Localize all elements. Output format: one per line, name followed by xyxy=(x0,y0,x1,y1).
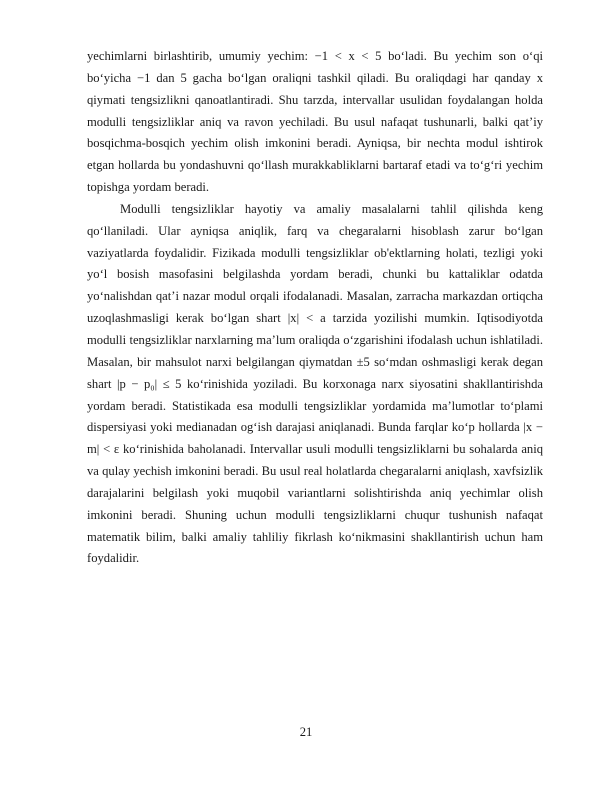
page-number: 21 xyxy=(299,725,313,739)
paragraph-applications: Modulli tengsizliklar hayotiy va amaliy masalalarni tahlil qilishda keng qo‘llaniladi. Ular ayniqsa aniqlik, farq va chegaralarni hisoblash zarur bo‘lgan vaziyatlarda foydalidir. Fizikada modulli tengsizliklar ob'ektlarning holati, tezligi yoki yo‘l bosish masofasini belgilashda yordam beradi, chunki bu kattaliklar odatda yo‘nalishdan qat’i nazar modul orqali ifodalanadi. Masalan, zarracha markazdan ortiqcha uzoqlashmasligi kerak bo‘lgan shart |x| < a tarzida yozilishi mumkin. Iqtisodiyotda modulli tengsizliklar narxlarning ma’lum oraliqda o‘zgarishini ifodalash uchun ishlatiladi. Masalan, bir mahsulot narxi belgilangan qiymatdan ±5 so‘mdan oshmasligi kerak degan shart |p − p₀| ≤ 5 ko‘rinishida yoziladi. Bu korxonaga narx siyosatini shakllantirishda yordam beradi. Statistikada esa modulli tengsizliklar yordamida ma’lumotlar to‘plami dispersiyasi yoki medianadan og‘ish darajasi aniqlanadi. Bunda farqlar ko‘p hollarda |x − m| < ε ko‘rinishida baholanadi. Intervallar usuli modulli tengsizliklarni bu sohalarda aniq va qulay yechish imkonini beradi. Bu usul real holatlarda chegaralarni aniqlash, xavfsizlik darajalarini belgilash yoki muqobil variantlarni solishtirishda aniq yechimlar olish imkonini beradi. Shuning uchun modulli tengsizliklarni chuqur tushunish nafaqat matematik bilim, balki amaliy tahliliy fikrlash ko‘nikmasini shakllantirish uchun ham foydalidir. xyxy=(87,201,543,566)
paragraph-continuation: yechimlarni birlashtirib, umumiy yechim: −1 < x < 5 bo‘ladi. Bu yechim son o‘qi bo‘yicha −1 dan 5 gacha bo‘lgan oraliqni tashkil qiladi. Bu oraliqdagi har qanday x qiymati tengsizlikni qanoatlantiradi. Shu tarzda, intervallar usulidan foydalangan holda modulli tengsizliklar aniq va ravon yechiladi. Bu usul nafaqat tushunarli, balki qat’iy bosqichma-bosqich yechim olish imkonini beradi. Ayniqsa, bir nechta modul ishtirok etgan hollarda bu yondashuvni qo‘llash murakkabliklarni bartaraf etadi va to‘g‘ri yechim topishga yordam beradi. xyxy=(87,49,543,195)
page-body xyxy=(87,46,543,570)
